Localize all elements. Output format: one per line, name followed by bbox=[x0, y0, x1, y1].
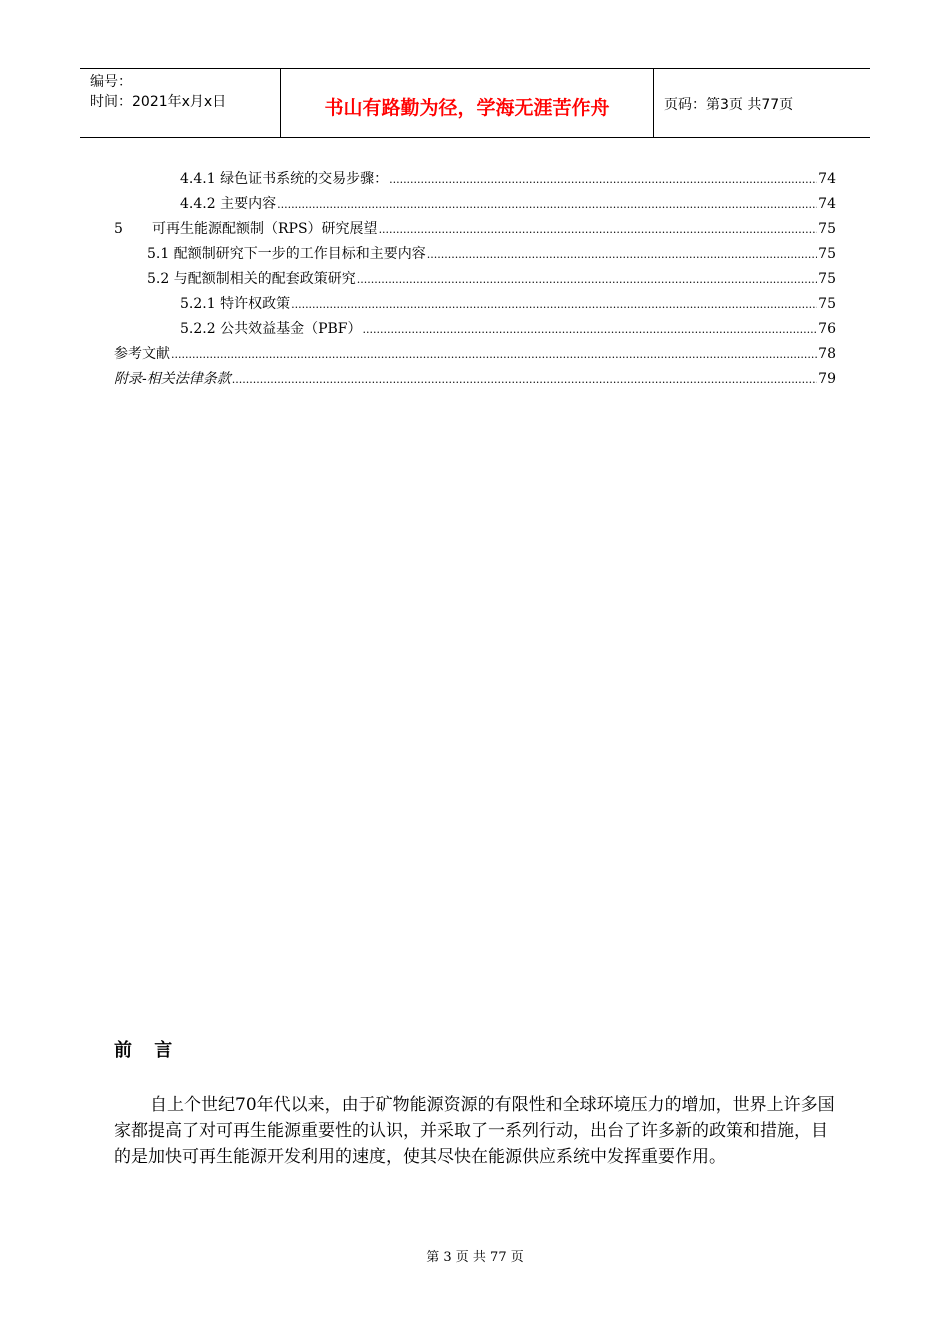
toc-entry-page: 76 bbox=[818, 321, 836, 337]
toc-leader bbox=[379, 221, 818, 237]
toc-entry-title: 5.1 配额制研究下一步的工作目标和主要内容 bbox=[147, 246, 426, 262]
toc-entry-title: 附录-相关法律条款 bbox=[114, 371, 231, 387]
header-motto-cell bbox=[281, 69, 654, 137]
toc-leader bbox=[427, 246, 817, 262]
toc-entry[interactable] bbox=[114, 218, 836, 240]
toc-entry-title: 5.2.2 公共效益基金（PBF） bbox=[180, 321, 362, 337]
toc-entry-page: 74 bbox=[818, 171, 836, 187]
document-number-label: 编号： bbox=[90, 74, 132, 90]
toc-entry[interactable] bbox=[114, 343, 836, 365]
toc-entry-title: 4.4.2 主要内容 bbox=[180, 196, 277, 212]
toc-entry-title: 5.2 与配额制相关的配套政策研究 bbox=[147, 271, 356, 287]
toc-entry-title: 5.2.1 特许权政策 bbox=[180, 296, 291, 312]
toc-leader bbox=[357, 271, 817, 287]
toc-entry[interactable] bbox=[147, 243, 836, 265]
toc-entry-page: 75 bbox=[818, 246, 836, 262]
page-header bbox=[80, 68, 870, 138]
toc-entry-title: 参考文献 bbox=[114, 346, 170, 362]
toc-leader bbox=[171, 346, 817, 362]
toc-entry-page: 78 bbox=[818, 346, 836, 362]
toc-entry[interactable] bbox=[114, 368, 836, 390]
page-footer: 第 3 页 共 77 页 bbox=[426, 1250, 524, 1265]
header-page-cell bbox=[654, 69, 870, 137]
toc-leader bbox=[232, 371, 817, 387]
toc-leader bbox=[363, 321, 818, 337]
toc-chapter-number: 5 bbox=[114, 221, 123, 237]
toc-entry-title: 4.4.1 绿色证书系统的交易步骤： bbox=[180, 171, 389, 187]
toc-entry-page: 74 bbox=[818, 196, 836, 212]
header-page-number: 页码：第3页 共77页 bbox=[664, 97, 794, 113]
toc-entry[interactable] bbox=[180, 293, 836, 315]
toc-entry-page: 75 bbox=[818, 221, 836, 237]
toc-entry[interactable] bbox=[147, 268, 836, 290]
toc-leader bbox=[277, 196, 817, 212]
header-info-cell bbox=[80, 69, 281, 137]
toc-entry-title: 可再生能源配额制（RPS）研究展望 bbox=[152, 221, 378, 237]
toc-entry[interactable] bbox=[180, 168, 836, 190]
preface-heading: 前 言 bbox=[114, 1040, 181, 1061]
toc-entry[interactable] bbox=[180, 318, 836, 340]
toc-leader bbox=[389, 171, 817, 187]
preface-paragraph: 自上个世纪70年代以来，由于矿物能源资源的有限性和全球环境压力的增加，世界上许多国家都提高了对可再生能源重要性的认识，并采取了一系列行动，出台了许多新的政策和措施，目的是加快可再生能源开发利用的速度，使其尽快在能源供应系统中发挥重要作用。 bbox=[114, 1095, 835, 1167]
toc-entry-page: 79 bbox=[818, 371, 836, 387]
toc-entry-page: 75 bbox=[818, 296, 836, 312]
toc-entry-page: 75 bbox=[818, 271, 836, 287]
toc-entry[interactable] bbox=[180, 193, 836, 215]
toc-leader bbox=[291, 296, 817, 312]
header-motto: 书山有路勤为径，学海无涯苦作舟 bbox=[324, 97, 610, 119]
document-time-label: 时间：2021年x月x日 bbox=[90, 94, 227, 110]
